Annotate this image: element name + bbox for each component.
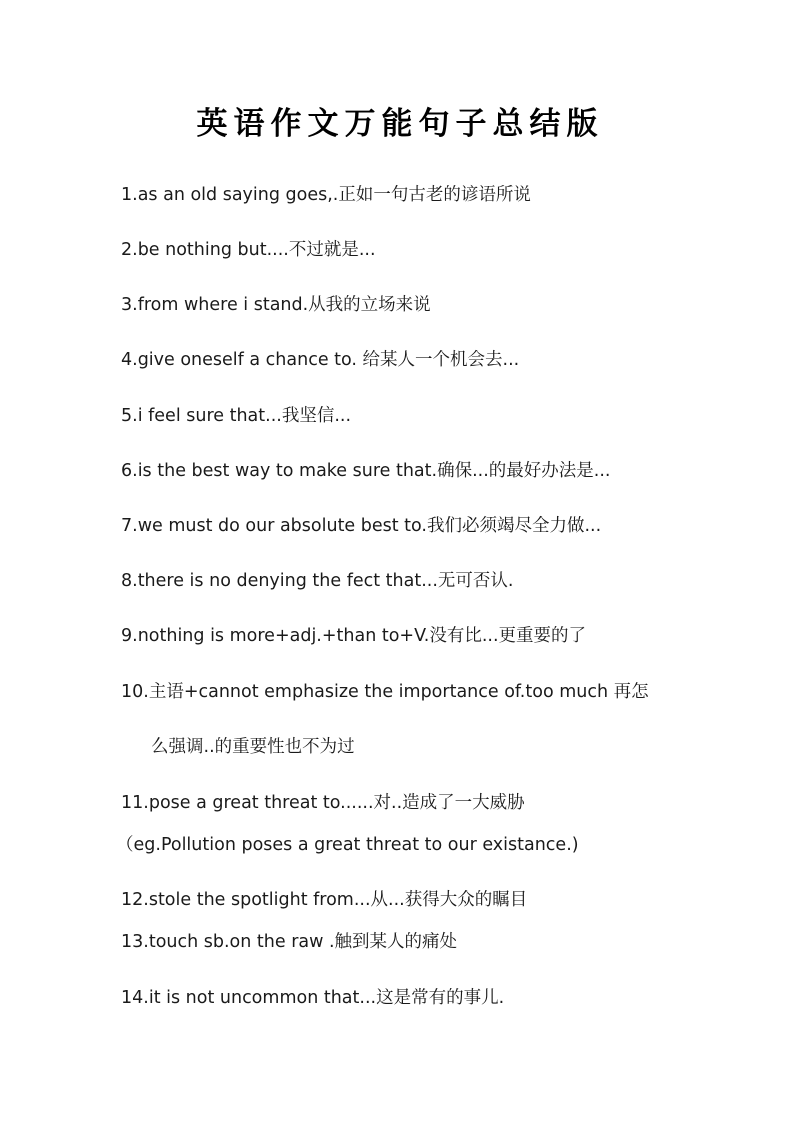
sentence-7: 7.we must do our absolute best to.我们必须竭尽全力做... xyxy=(121,516,602,536)
sentence-14: 14.it is not uncommon that...这是常有的事儿. xyxy=(121,988,505,1008)
sentence-2: 2.be nothing but....不过就是... xyxy=(121,240,376,260)
sentence-4: 4.give oneself a chance to. 给某人一个机会去... xyxy=(121,350,520,370)
sentence-11: 11.pose a great threat to......对..造成了一大威胁 xyxy=(121,793,525,813)
sentence-3: 3.from where i stand.从我的立场来说 xyxy=(121,295,431,315)
sentence-8: 8.there is no denying the fect that...无可否认. xyxy=(121,571,514,591)
sentence-9: 9.nothing is more+adj.+than to+V.没有比...更重要的了 xyxy=(121,626,587,646)
sentence-10: 10.主语+cannot emphasize the importance of.too much 再怎 xyxy=(121,682,649,702)
sentence-5: 5.i feel sure that...我坚信... xyxy=(121,406,352,426)
sentence-10-continuation: 么强调..的重要性也不为过 xyxy=(151,737,355,757)
sentence-1: 1.as an old saying goes,.正如一句古老的谚语所说 xyxy=(121,185,531,205)
sentence-13: 13.touch sb.on the raw .触到某人的痛处 xyxy=(121,932,458,952)
document-title: 英语作文万能句子总结版 xyxy=(196,106,604,142)
sentence-6: 6.is the best way to make sure that.确保...的最好办法是... xyxy=(121,461,611,481)
sentence-11-example: （eg.Pollution poses a great threat to our existance.) xyxy=(116,835,579,855)
sentence-12: 12.stole the spotlight from...从...获得大众的瞩目 xyxy=(121,890,528,910)
